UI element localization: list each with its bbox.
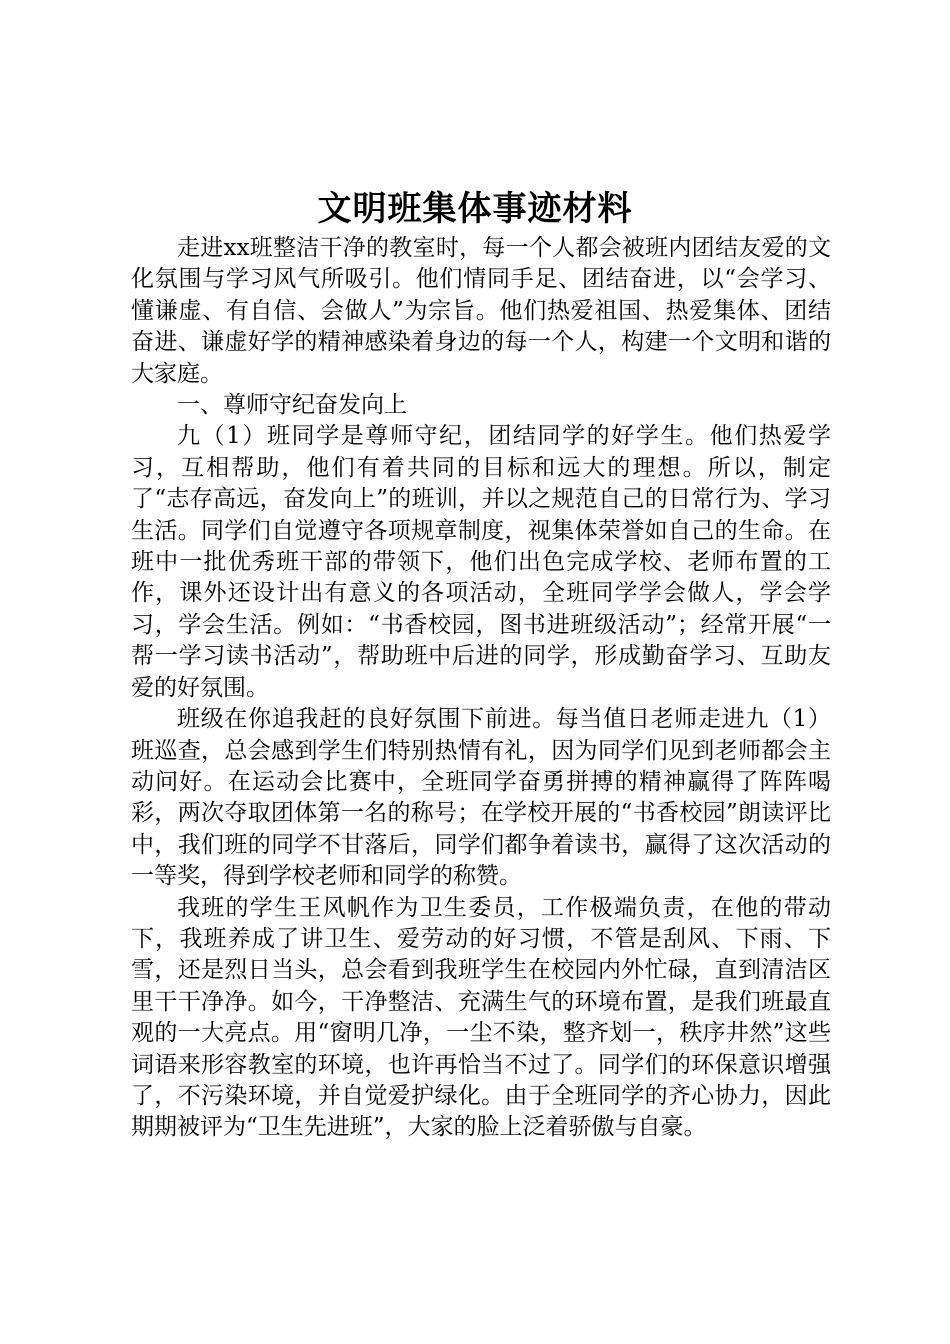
paragraph: 我班的学生王风帆作为卫生委员，工作极端负责，在他的带动下，我班养成了讲卫生、爱劳动的好习惯，不管是刮风、下雨、下雪，还是烈日当头，总会看到我班学生在校园内外忙碌，直到清洁区里干干净净。如今，干净整洁、充满生气的环境布置，是我们班最直观的一大亮点。用“窗明几净，一尘不染，整齐划一，秩序井然”这些词语来形容教室的环境，也许再恰当不过了。同学们的环保意识增强了，不污染环境，并自觉爱护绿化。由于全班同学的齐心协力，因此期期被评为“卫生先进班”，大家的脸上泛着骄傲与自豪。 xyxy=(131,894,831,1141)
paragraph: 班级在你追我赶的良好氛围下前进。每当值日老师走进九（1）班巡查，总会感到学生们特别热情有礼，因为同学们见到老师都会主动问好。在运动会比赛中，全班同学奋勇拼搏的精神赢得了阵阵喝彩，两次夺取团体第一名的称号；在学校开展的“书香校园”朗读评比中，我们班的同学不甘落后，同学们都争着读书，赢得了这次活动的一等奖，得到学校老师和同学的称赞。 xyxy=(131,706,831,890)
paragraph-intro: 走进xx班整洁干净的教室时，每一个人都会被班内团结友爱的文化氛围与学习风气所吸引。他们情同手足、团结奋进，以“会学习、懂谦虚、有自信、会做人”为宗旨。他们热爱祖国、热爱集体、团结奋进、谦虚好学的精神感染着身边的每一个人，构建一个文明和谐的大家庭。 xyxy=(131,235,831,387)
document-title: 文明班集体事迹材料 xyxy=(317,189,633,229)
document-body xyxy=(131,233,831,1144)
paragraph: 九（1）班同学是尊师守纪，团结同学的好学生。他们热爱学习，互相帮助，他们有着共同的目标和远大的理想。所以，制定了“志存高远，奋发向上”的班训，并以之规范自己的日常行为、学习生活。同学们自觉遵守各项规章制度，视集体荣誉如自己的生命。在班中一批优秀班干部的带领下，他们出色完成学校、老师布置的工作，课外还设计出有意义的各项活动，全班同学学会做人，学会学习，学会生活。例如：“书香校园，图书进班级活动”；经常开展“一帮一学习读书活动”，帮助班中后进的同学，形成勤奋学习、互助友爱的好氛围。 xyxy=(131,423,831,701)
section-heading: 一、尊师守纪奋发向上 xyxy=(177,392,407,419)
